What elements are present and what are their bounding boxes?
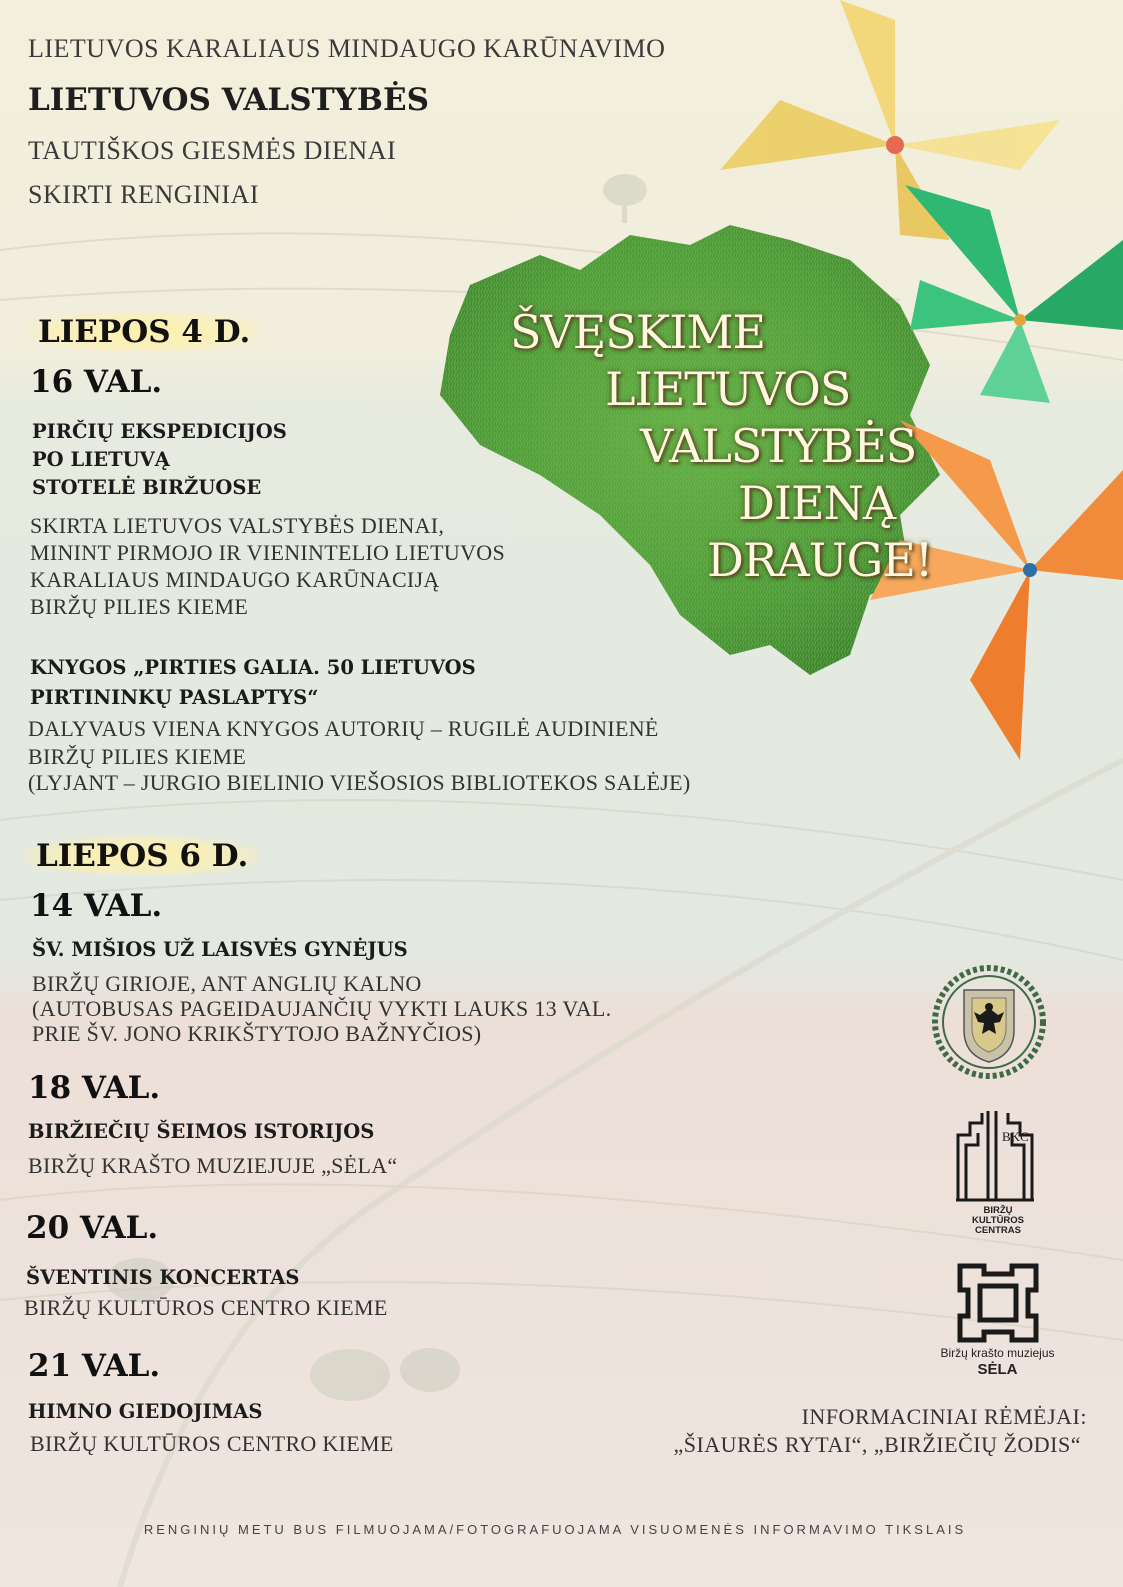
bkc-logo xyxy=(952,1105,1038,1205)
event-time: 20 VAL. xyxy=(26,1210,159,1246)
event-description: MININT PIRMOJO IR VIENINTELIO LIETUVOS xyxy=(30,540,505,565)
event-description: PRIE ŠV. JONO KRIKŠTYTOJO BAŽNYČIOS) xyxy=(32,1021,482,1046)
event-title: PO LIETUVĄ xyxy=(32,448,170,471)
event-time: 18 VAL. xyxy=(28,1070,161,1106)
event-title: KNYGOS „PIRTIES GALIA. 50 LIETUVOS xyxy=(30,656,476,679)
event-description: KARALIAUS MINDAUGO KARŪNACIJĄ xyxy=(30,567,440,592)
event-description: BIRŽŲ KRAŠTO MUZIEJUJE „SĖLA“ xyxy=(28,1153,398,1178)
header-line-4: SKIRTI RENGINIAI xyxy=(28,180,260,209)
event-title: PIRTININKŲ PASLAPTYS“ xyxy=(30,686,319,709)
slogan-line-5: DRAUGE! xyxy=(707,533,933,587)
yellow-pinwheel-icon xyxy=(720,0,1060,240)
birzai-coat-of-arms-logo xyxy=(930,960,1048,1085)
event-title: ŠV. MIŠIOS UŽ LAISVĖS GYNĖJUS xyxy=(32,938,408,961)
day2-date: LIEPOS 6 D. xyxy=(24,836,260,876)
event-description: (LYJANT – JURGIO BIELINIO VIEŠOSIOS BIBLIOTEKOS SALĖJE) xyxy=(28,770,691,795)
footer-notice: RENGINIŲ METU BUS FILMUOJAMA/FOTOGRAFUOJAMA VISUOMENĖS INFORMAVIMO TIKSLAIS xyxy=(143,1522,967,1537)
event-title: HIMNO GIEDOJIMAS xyxy=(28,1400,263,1423)
slogan-line-3: VALSTYBĖS xyxy=(640,419,917,473)
slogan-line-2: LIETUVOS xyxy=(605,362,851,416)
bkc-caption-line: KULTŪROS xyxy=(971,1215,1025,1226)
slogan-line-4: DIENĄ xyxy=(738,476,896,530)
bkc-letters: BKC xyxy=(1002,1129,1029,1144)
event-time: 14 VAL. xyxy=(30,888,163,924)
event-description: (AUTOBUSAS PAGEIDAUJANČIŲ VYKTI LAUKS 13 VAL. xyxy=(32,996,612,1021)
event-description: SKIRTA LIETUVOS VALSTYBĖS DIENAI, xyxy=(30,513,445,538)
bkc-caption-line: BIRŽŲ xyxy=(983,1205,1013,1216)
day1-date: LIEPOS 4 D. xyxy=(26,312,262,352)
header-line-3: TAUTIŠKOS GIESMĖS DIENAI xyxy=(28,136,397,165)
header-title: LIETUVOS VALSTYBĖS xyxy=(28,82,430,118)
event-time: 21 VAL. xyxy=(28,1348,161,1384)
bkc-caption-line: CENTRAS xyxy=(975,1225,1021,1236)
event-title: STOTELĖ BIRŽUOSE xyxy=(32,476,262,499)
event-description: BIRŽŲ KULTŪROS CENTRO KIEME xyxy=(30,1431,394,1456)
sela-caption: Biržų krašto muziejus xyxy=(940,1346,1055,1360)
event-title: ŠVENTINIS KONCERTAS xyxy=(26,1266,300,1289)
event-description: DALYVAUS VIENA KNYGOS AUTORIŲ – RUGILĖ AUDINIENĖ xyxy=(28,716,659,741)
sponsors-label: INFORMACINIAI RĖMĖJAI: xyxy=(801,1404,1087,1429)
header-line-1: LIETUVOS KARALIAUS MINDAUGO KARŪNAVIMO xyxy=(28,34,666,63)
sela-title: SĖLA xyxy=(977,1361,1018,1378)
event-description: BIRŽŲ PILIES KIEME xyxy=(28,744,247,769)
slogan-line-1: ŠVĘSKIME xyxy=(510,305,766,359)
event-description: BIRŽŲ PILIES KIEME xyxy=(30,594,249,619)
event-description: BIRŽŲ GIRIOJE, ANT ANGLIŲ KALNO xyxy=(32,971,422,996)
event-title: PIRČIŲ EKSPEDICIJOS xyxy=(32,420,287,443)
green-pinwheel-icon xyxy=(905,185,1123,403)
bkc-caption xyxy=(955,1206,1041,1236)
sponsors-names: „ŠIAURĖS RYTAI“, „BIRŽIEČIŲ ŽODIS“ xyxy=(673,1432,1081,1457)
event-description: BIRŽŲ KULTŪROS CENTRO KIEME xyxy=(24,1295,388,1320)
day1-time: 16 VAL. xyxy=(30,364,163,400)
event-title: BIRŽIEČIŲ ŠEIMOS ISTORIJOS xyxy=(28,1120,375,1143)
sela-museum-logo xyxy=(956,1262,1040,1344)
